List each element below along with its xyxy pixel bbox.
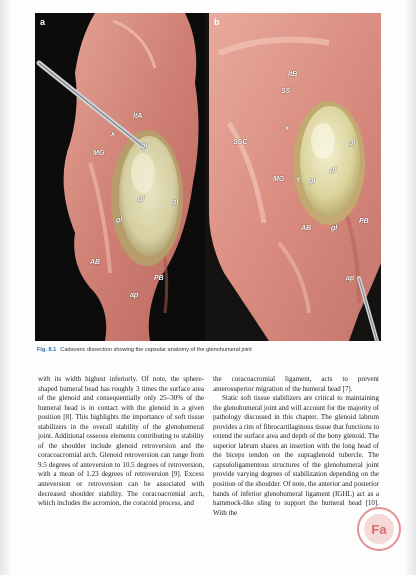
label-y: Y — [296, 177, 301, 184]
figure-panel-a — [35, 13, 205, 341]
figure-caption — [37, 347, 381, 353]
label-pb-b: PB — [359, 218, 369, 225]
watermark-logo — [356, 506, 402, 552]
label-ss: SS — [281, 88, 291, 95]
label-x-b: x — [285, 125, 289, 132]
dissection-photo-b — [209, 13, 381, 341]
label-ap: ap — [130, 292, 139, 299]
label-ab-b: AB — [301, 225, 312, 232]
body-column-left — [38, 375, 204, 509]
label-lta: ltA — [133, 113, 143, 120]
label-gl-right: gl — [172, 199, 179, 206]
watermark-seal-icon — [356, 506, 402, 552]
figure-8-1 — [35, 13, 381, 341]
label-mg-b: MG — [273, 176, 285, 183]
label-ssc: SSC — [233, 139, 248, 146]
label-pb: PB — [154, 275, 164, 282]
label-x: x — [111, 131, 115, 138]
paragraph: Static soft tissue stabilizers are critical to maintaining the glenohumeral joint and will account for the majority of pathology discussed in this chapter. The glenoid labrum provides a rim of fibrocartilaginous tissue that functions to extend the surface area and depth of the bony glenoid. The superior labrum shares an insertion with the long head of the biceps tendon on the supraglenoid tubercle. The capsuloligamentous structures of the glenohumeral joint provide varying degrees of stabilization depending on the position of the shoulder. Of note, the anterior and posterior bands of inferior glenohumeral ligament (IGHL) act as a hammock-like sling to support the humeral head [10]. With the — [213, 394, 379, 517]
label-ap-b: ap — [346, 275, 355, 282]
label-mg: MG — [93, 150, 105, 157]
panel-letter-b: b — [214, 17, 220, 27]
figure-panel-b — [209, 13, 381, 341]
body-column-right — [213, 375, 379, 518]
dissection-photo-a — [35, 13, 205, 341]
paragraph: with its width highest inferiorly. Of note, the sphere- shaped humeral head has roughly 3 times the surface area of the glenoid and consequentially only 25–30% of the humeral head is in contact with the glenoid in a given position [8]. This highlights the importance of soft tissue stabilizers in the overall stability of the glenohumeral joint. Additional osseous elements contributing to stability of the shoulder include glenoid retroversion and the coracoacromial arch. Glenoid retroversion can range from 9.5 degrees of anteversion to 10.5 degrees of retroversion, with a mean of 1.23 degrees of retroversion [9]. Excess anteversion or retroversion can be associated with decreased shoulder stability. The coracoacromial arch, which includes the acromion, the coracoid process, and — [38, 375, 204, 508]
figure-number: Fig. 8.1 — [37, 347, 57, 353]
panel-letter-a: a — [40, 17, 46, 27]
label-ab: AB — [90, 259, 101, 266]
label-gl-center: gl — [138, 196, 145, 203]
label-gl-b4: gl — [331, 225, 338, 232]
label-gl-left: gl — [116, 217, 123, 224]
svg-text:Fa: Fa — [371, 522, 387, 537]
label-ltb: ltB — [288, 71, 298, 78]
label-gl-b1: gl — [349, 140, 356, 147]
label-gl-b2: gl — [330, 167, 337, 174]
label-gl-b3: gl — [309, 178, 316, 185]
paragraph: the coracoacromial ligament, acts to prevent anterosuperior migration of the humeral head [7]. — [213, 375, 379, 393]
label-gl-top: gl — [141, 143, 148, 150]
caption-text: Cadaveric dissection showing the capsular anatomy of the glenohumeral joint — [60, 347, 252, 353]
